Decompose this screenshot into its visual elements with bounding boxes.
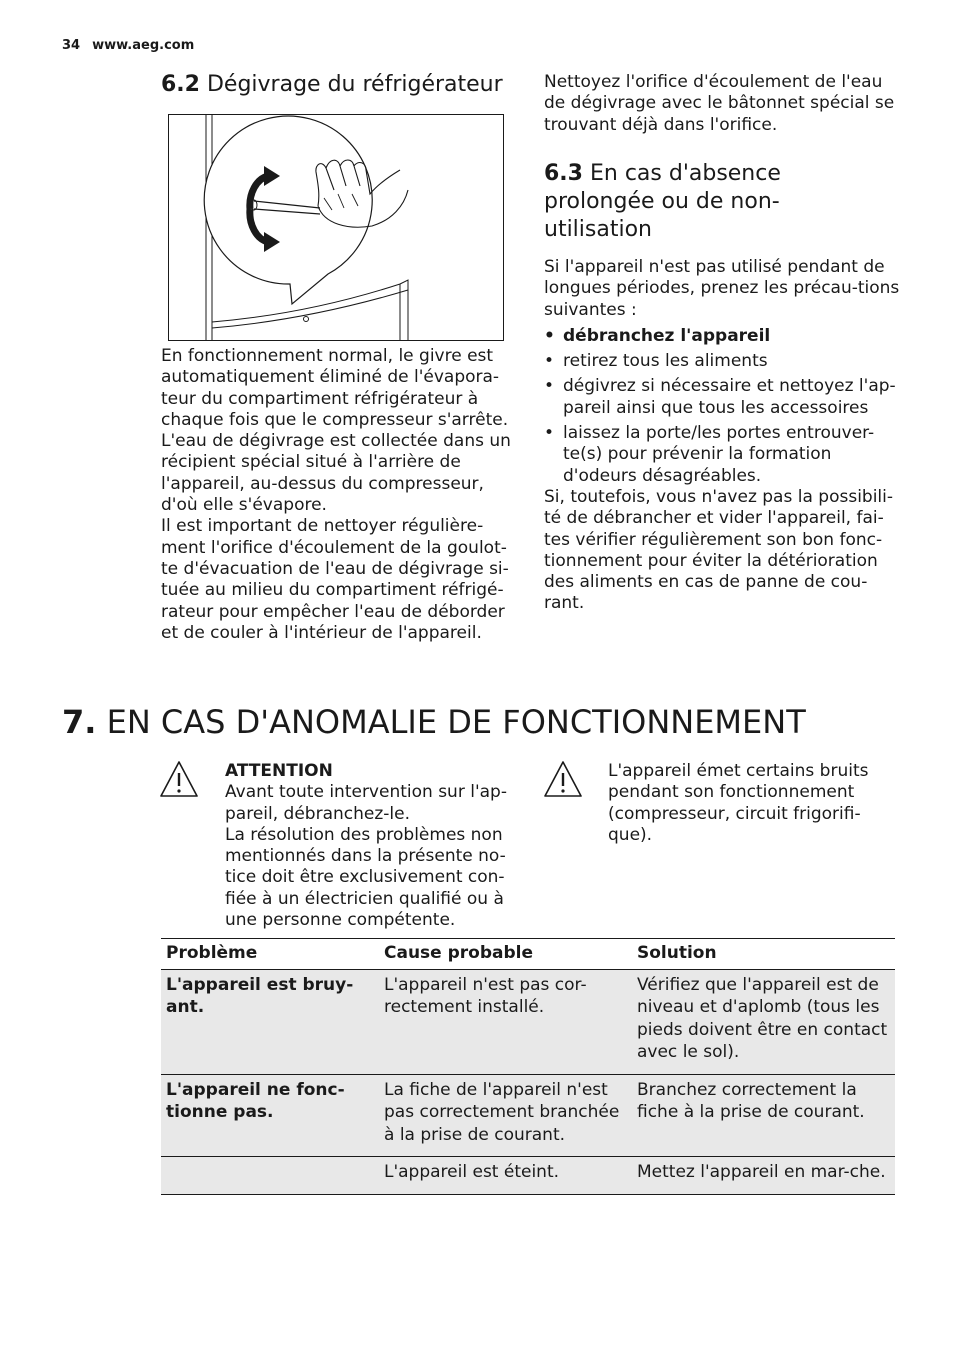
chapter-7-heading [62,700,806,744]
solution-cell: Vérifiez que l'appareil est de niveau et d'aplomb (tous les pieds doivent être en contact avec le sol). [632,969,895,1074]
section-number: 6.2 [161,72,200,97]
column-header: Cause probable [379,939,632,970]
section-title: En cas d'absence prolongée ou de non-utilisation [544,161,781,242]
paragraph: Si l'appareil n'est pas utilisé pendant de longues périodes, prenez les précau-tions suivantes : [544,257,900,320]
solution-cell: Mettez l'appareil en mar-che. [632,1157,895,1195]
warning-text: Avant toute intervention sur l'ap-pareil, débranchez-le. [225,782,507,824]
table-row [161,1157,895,1195]
right-column-intro [544,72,900,136]
section-title: Dégivrage du réfrigérateur [206,72,503,97]
cause-cell: L'appareil n'est pas cor-rectement installé. [379,969,632,1074]
site-url: www.aeg.com [92,38,195,53]
list-item: • débranchez l'appareil [544,326,900,347]
chapter-title: EN CAS D'ANOMALIE DE FONCTIONNEMENT [106,703,806,741]
precautions-list [544,326,900,487]
warning-noise [608,761,888,846]
warning-attention [225,761,515,931]
defrost-illustration [168,114,504,341]
section-6-3-body [544,257,900,615]
section-number: 6.3 [544,161,583,186]
warning-icon [543,760,583,798]
troubleshooting-table [161,938,895,1195]
paragraph: En fonctionnement normal, le givre est automatiquement éliminé de l'évapora-teur du compartiment réfrigérateur à chaque fois que le compresseur s'arrête. L'eau de dégivrage est collectée dans un récipient spécial situé à l'arrière de l'appareil, au-dessus du compresseur, d'où elle s'évapore. [161,346,511,516]
page-number: 34 [62,38,81,53]
page-header [62,38,194,53]
warning-text: L'appareil émet certains bruits pendant son fonctionnement (compresseur, circuit frigorifi-que). [608,761,869,845]
problem-cell [161,1157,379,1195]
column-header: Solution [632,939,895,970]
section-6-2-heading [161,71,521,99]
table-row [161,969,895,1074]
problem-cell: L'appareil est bruy-ant. [161,969,379,1074]
table-row [161,1074,895,1157]
warning-text: La résolution des problèmes non mentionnés dans la présente no-tice doit être exclusivement con-fiée à un électricien qualifié ou à une personne compétente. [225,824,506,931]
table-header-row [161,939,895,970]
list-item: • retirez tous les aliments [544,351,900,372]
list-item: • dégivrez si nécessaire et nettoyez l'ap-pareil ainsi que tous les accessoires [544,376,900,419]
column-header: Problème [161,939,379,970]
paragraph: Nettoyez l'orifice d'écoulement de l'eau de dégivrage avec le bâtonnet spécial se trouvant déjà dans l'orifice. [544,72,895,135]
problem-cell: L'appareil ne fonc-tionne pas. [161,1074,379,1157]
solution-cell: Branchez correctement la fiche à la prise de courant. [632,1074,895,1157]
cause-cell: L'appareil est éteint. [379,1157,632,1195]
section-6-3-heading [544,160,874,244]
paragraph: Il est important de nettoyer régulière-ment l'orifice d'écoulement de la goulot-te d'évacuation de l'eau de dégivrage si-tuée au milieu du compartiment réfrigé-rateur pour empêcher l'eau de déborder et de couler à l'intérieur de l'appareil. [161,516,509,643]
paragraph: Si, toutefois, vous n'avez pas la possibili-té de débrancher et vider l'appareil, fai-tes vérifier régulièrement son bon fonc-tionnement pour éviter la détérioration des aliments en cas de panne de cou-rant. [544,486,894,614]
section-6-2-body [161,346,521,644]
chapter-number: 7. [62,703,97,741]
warning-heading: ATTENTION [225,761,333,781]
cause-cell: La fiche de l'appareil n'est pas correctement branchée à la prise de courant. [379,1074,632,1157]
list-item: • laissez la porte/les portes entrouver-te(s) pour prévenir la formation d'odeurs désagréables. [544,423,900,487]
warning-icon [159,760,199,798]
